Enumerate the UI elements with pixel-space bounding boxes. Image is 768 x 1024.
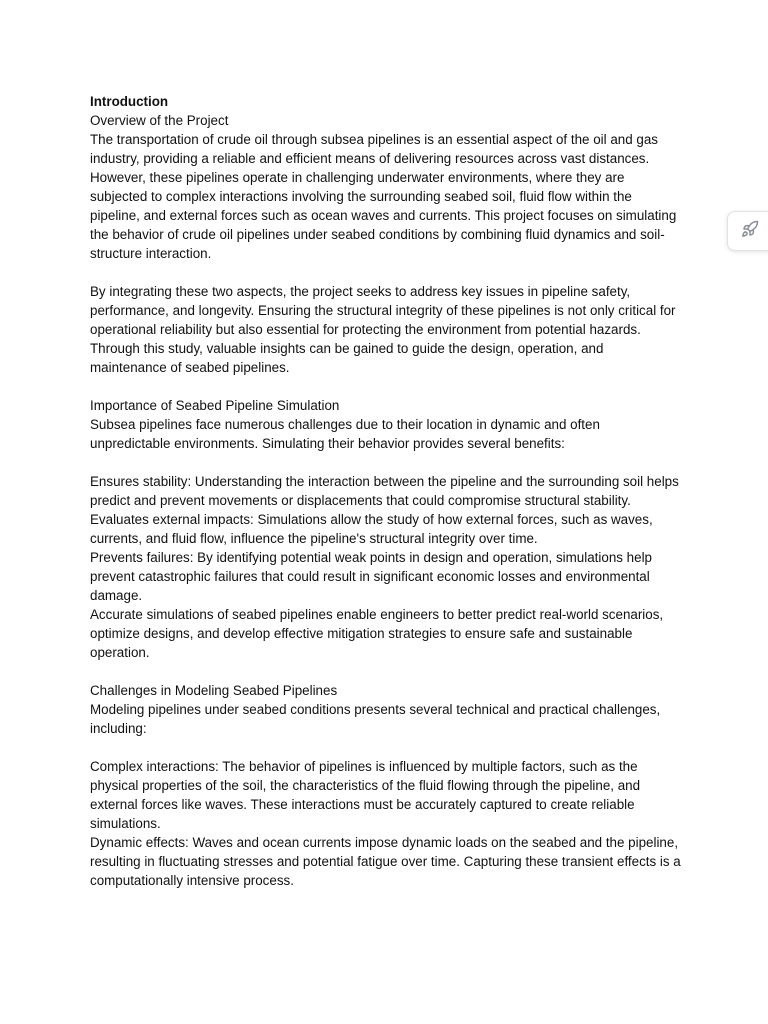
list-item: Prevents failures: By identifying potential weak points in design and operation, simulations help prevent catastrophic failures that could result in significant economic losses and environmental damage. [90,550,652,603]
section-heading-importance: Importance of Seabed Pipeline Simulation [90,398,340,413]
paragraph: By integrating these two aspects, the project seeks to address key issues in pipeline safety, performance, and longevity. Ensuring the structural integrity of these pipelines is not only critical for operational reliability but also essential for protecting the environment from potential hazards. Through this study, valuable insights can be gained to guide the design, operation, and maintenance of seabed pipelines. [90,284,676,375]
list-item: Dynamic effects: Waves and ocean currents impose dynamic loads on the seabed and the pipeline, resulting in fluctuating stresses and potential fatigue over time. Capturing these transient effects is a computationally intensive process. [90,835,681,888]
section-intro: Subsea pipelines face numerous challenges due to their location in dynamic and often unpredictable environments. Simulating their behavior provides several benefits: [90,417,600,451]
list-item: Ensures stability: Understanding the interaction between the pipeline and the surrounding soil helps predict and prevent movements or displacements that could compromise structural stability. [90,474,679,508]
document-page [90,92,682,890]
list-item: Complex interactions: The behavior of pipelines is influenced by multiple factors, such as the physical properties of the soil, the characteristics of the fluid flowing through the pipeline, and external forces like waves. These interactions must be accurately captured to create reliable simulations. [90,759,641,831]
section-heading-overview: Overview of the Project [90,113,229,128]
document-title: Introduction [90,94,169,109]
section-intro: Modeling pipelines under seabed conditions presents several technical and practical challenges, including: [90,702,661,736]
paragraph: The transportation of crude oil through subsea pipelines is an essential aspect of the oil and gas industry, providing a reliable and efficient means of delivering resources across vast distances. However, these pipelines operate in challenging underwater environments, where they are subjected to complex interactions involving the surrounding seabed soil, fluid flow within the pipeline, and external forces such as ocean waves and currents. This project focuses on simulating the behavior of crude oil pipelines under seabed conditions by combining fluid dynamics and soil-structure interaction. [90,132,677,261]
section-heading-challenges: Challenges in Modeling Seabed Pipelines [90,683,338,698]
rocket-icon [741,220,759,243]
rocket-button[interactable] [727,211,768,251]
list-item: Evaluates external impacts: Simulations allow the study of how external forces, such as waves, currents, and fluid flow, influence the pipeline's structural integrity over time. [90,512,653,546]
list-item: Accurate simulations of seabed pipelines enable engineers to better predict real-world scenarios, optimize designs, and develop effective mitigation strategies to ensure safe and sustainable operation. [90,607,664,660]
